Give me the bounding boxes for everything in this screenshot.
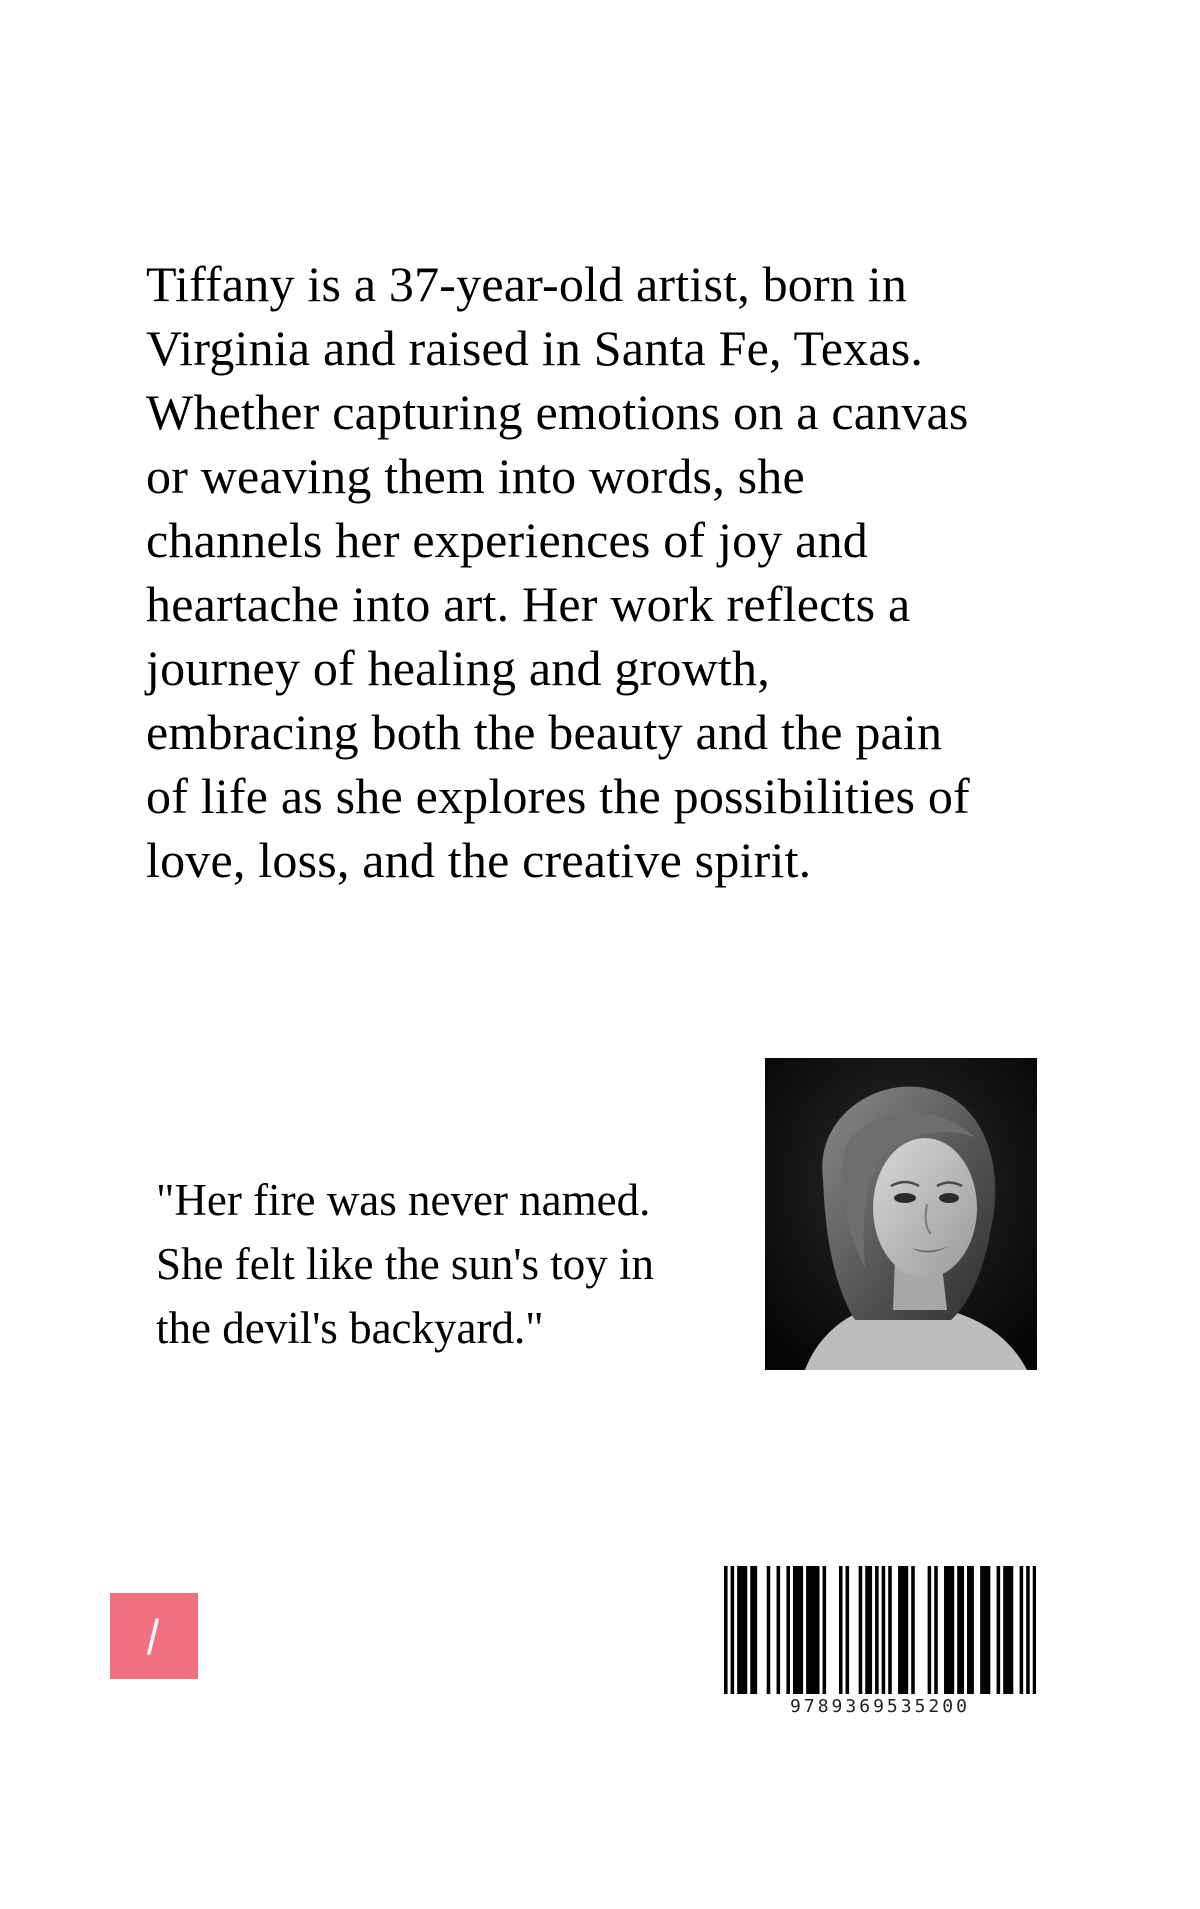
barcode-bar [970, 1566, 974, 1694]
barcode-bar [997, 1566, 1001, 1694]
quote-line: She felt like the sun's toy in [156, 1239, 655, 1289]
barcode-bar [960, 1566, 964, 1694]
bio-line: Tiffany is a 37-year-old artist, born in [146, 256, 908, 312]
barcode-bar [987, 1566, 991, 1694]
barcode-bar [888, 1566, 892, 1694]
barcode-bar [816, 1566, 820, 1694]
bio-line: channels her experiences of joy and [146, 512, 868, 568]
barcode-bar [777, 1566, 781, 1694]
barcode-bar [928, 1566, 932, 1694]
barcode-bar [898, 1566, 902, 1694]
author-portrait-photo [765, 1058, 1037, 1370]
pull-quote [156, 1168, 716, 1360]
barcode-bar [737, 1566, 741, 1694]
publisher-logo [110, 1593, 198, 1679]
barcode-bar [724, 1566, 728, 1694]
barcode-bar [846, 1566, 850, 1694]
barcode-bar [951, 1566, 955, 1694]
barcode-bar [839, 1566, 843, 1694]
bio-line: or weaving them into words, she [146, 448, 805, 504]
bio-line: love, loss, and the creative spirit. [146, 832, 812, 888]
barcode-bar [869, 1566, 873, 1694]
barcode-bar [983, 1566, 987, 1694]
barcode-bar [809, 1566, 813, 1694]
barcode-bar [823, 1566, 827, 1694]
author-bio [146, 252, 1086, 892]
slash-icon [110, 1593, 198, 1679]
barcode-bar [1006, 1566, 1010, 1694]
quote-line: "Her fire was never named. [156, 1175, 651, 1225]
barcode-bar [806, 1566, 810, 1694]
barcode-bar [934, 1566, 938, 1694]
barcode-bar [813, 1566, 817, 1694]
bio-line: heartache into art. Her work reflects a [146, 576, 911, 632]
barcode-bar [1003, 1566, 1007, 1694]
bio-line: journey of healing and growth, [146, 640, 770, 696]
quote-line: the devil's backyard." [156, 1303, 544, 1353]
barcode-bar [980, 1566, 984, 1694]
barcode-bar [740, 1566, 744, 1694]
barcode-bar [901, 1566, 905, 1694]
barcode-bar [793, 1566, 797, 1694]
barcode-bar [944, 1566, 948, 1694]
barcode-bar [911, 1566, 915, 1694]
barcode-bar [1010, 1566, 1014, 1694]
barcode-bar [731, 1566, 735, 1694]
bio-line: embracing both the beauty and the pain [146, 704, 943, 760]
barcode-bar [957, 1566, 961, 1694]
barcode-bar [1026, 1566, 1030, 1694]
barcode-bar [744, 1566, 748, 1694]
barcode-bar [754, 1566, 758, 1694]
portrait-illustration [765, 1058, 1037, 1370]
barcode-bar [875, 1566, 879, 1694]
bio-line: Whether capturing emotions on a canvas [146, 384, 969, 440]
barcode-bar [750, 1566, 754, 1694]
isbn-number: 9789369535200 [790, 1696, 970, 1717]
bio-line: of life as she explores the possibilities of [146, 768, 970, 824]
barcode-bar [1020, 1566, 1024, 1694]
barcode-bar [905, 1566, 909, 1694]
barcode-bar [800, 1566, 804, 1694]
barcode-bar [882, 1566, 886, 1694]
barcode-bar [947, 1566, 951, 1694]
barcode-bar [767, 1566, 771, 1694]
barcode-bar [1033, 1566, 1036, 1694]
barcode-bar [865, 1566, 869, 1694]
barcode-bar [796, 1566, 800, 1694]
barcode-bar [786, 1566, 790, 1694]
barcode-bar [967, 1566, 971, 1694]
barcode-bars [724, 1566, 1036, 1694]
bio-line: Virginia and raised in Santa Fe, Texas. [146, 320, 924, 376]
barcode-bar [859, 1566, 863, 1694]
